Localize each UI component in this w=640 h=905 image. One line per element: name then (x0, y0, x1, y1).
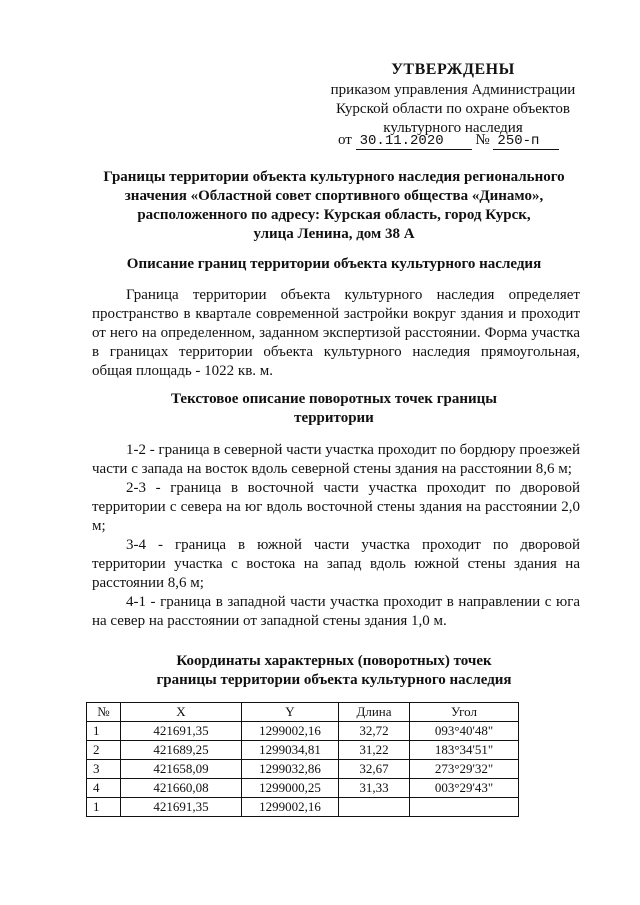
title-line-3: расположенного по адресу: Курская область, город Курск, (137, 207, 531, 223)
description-paragraph: Граница территории объекта культурного наследия определяет пространство в квартале современной застройки вокруг здания и проходит от него на определенном, заданном экспертизой расстоянии. Форма участка в границах территории объекта культурного наследия прямоугольная, общая площадь - 1022 кв. м. (92, 287, 580, 379)
cell-x: 421689,25 (121, 741, 242, 760)
order-date: 30.11.2020 (356, 133, 472, 150)
table-row (87, 722, 519, 741)
cell-length: 32,72 (339, 722, 410, 741)
header-angle: Угол (410, 703, 519, 722)
point-paragraph-2-3: 2-3 - граница в восточной части участка проходит по дворовой территории с севера на юг вдоль восточной стены здания на расстоянии 2,0 м; (92, 480, 580, 534)
approval-block (328, 60, 578, 138)
title-line-2: значения «Областной совет спортивного общества «Динамо», (124, 188, 544, 204)
order-from-label: от (338, 132, 352, 148)
cell-y: 1299034,81 (242, 741, 339, 760)
table-row (87, 779, 519, 798)
cell-x: 421658,09 (121, 760, 242, 779)
point-paragraph-4-1: 4-1 - граница в западной части участка проходит в направлении с юга на север на расстоянии от западной стены здания 1,0 м. (92, 594, 580, 629)
points-heading-line-2: территории (294, 410, 374, 426)
order-number-label: № (475, 132, 490, 148)
title-line-4: улица Ленина, дом 38 А (253, 226, 415, 242)
cell-number: 1 (87, 798, 121, 817)
cell-y: 1299002,16 (242, 798, 339, 817)
table-row (87, 798, 519, 817)
cell-y: 1299000,25 (242, 779, 339, 798)
cell-number: 1 (87, 722, 121, 741)
table-header-row (87, 703, 519, 722)
points-heading (80, 390, 588, 428)
cell-number: 3 (87, 760, 121, 779)
cell-x: 421691,35 (121, 798, 242, 817)
cell-length: 31,33 (339, 779, 410, 798)
points-heading-line-1: Текстовое описание поворотных точек границы (170, 391, 497, 407)
document-title (80, 168, 588, 244)
header-number: № (87, 703, 121, 722)
cell-x: 421691,35 (121, 722, 242, 741)
cell-angle: 003°29'43" (410, 779, 519, 798)
header-x: X (121, 703, 242, 722)
header-length: Длина (339, 703, 410, 722)
cell-x: 421660,08 (121, 779, 242, 798)
cell-angle: 183°34'51" (410, 741, 519, 760)
order-reference (338, 132, 559, 150)
table-row (87, 741, 519, 760)
cell-length: 31,22 (339, 741, 410, 760)
cell-y: 1299002,16 (242, 722, 339, 741)
approval-line-1: приказом управления Администрации (330, 82, 576, 98)
cell-angle: 273°29'32" (410, 760, 519, 779)
coordinates-table (86, 702, 519, 817)
title-line-1: Границы территории объекта культурного наследия регионального (103, 169, 565, 185)
order-number: 250-п (493, 133, 559, 150)
coordinates-heading-line-2: границы территории объекта культурного наследия (156, 672, 512, 688)
approval-heading: УТВЕРЖДЕНЫ (391, 61, 515, 78)
approval-line-2: Курской области по охране объектов (336, 101, 570, 117)
cell-y: 1299032,86 (242, 760, 339, 779)
point-paragraph-3-4: 3-4 - граница в южной части участка проходит по дворовой территории участка с востока на запад вдоль южной стены здания на расстоянии 8,6 м; (92, 537, 580, 591)
coordinates-heading-line-1: Координаты характерных (поворотных) точек (176, 653, 492, 669)
points-description (92, 441, 580, 631)
point-paragraph-1-2: 1-2 - граница в северной части участка проходит по бордюру проезжей части с запада на восток вдоль северной стены здания на расстоянии 8,6 м; (92, 442, 580, 477)
cell-length: 32,67 (339, 760, 410, 779)
coordinates-heading (80, 652, 588, 690)
approval-line-3: культурного наследия (383, 120, 523, 136)
cell-angle: 093°40'48" (410, 722, 519, 741)
cell-length (339, 798, 410, 817)
cell-number: 2 (87, 741, 121, 760)
description-heading: Описание границ территории объекта культурного наследия (126, 256, 542, 272)
header-y: Y (242, 703, 339, 722)
cell-angle (410, 798, 519, 817)
cell-number: 4 (87, 779, 121, 798)
table-row (87, 760, 519, 779)
